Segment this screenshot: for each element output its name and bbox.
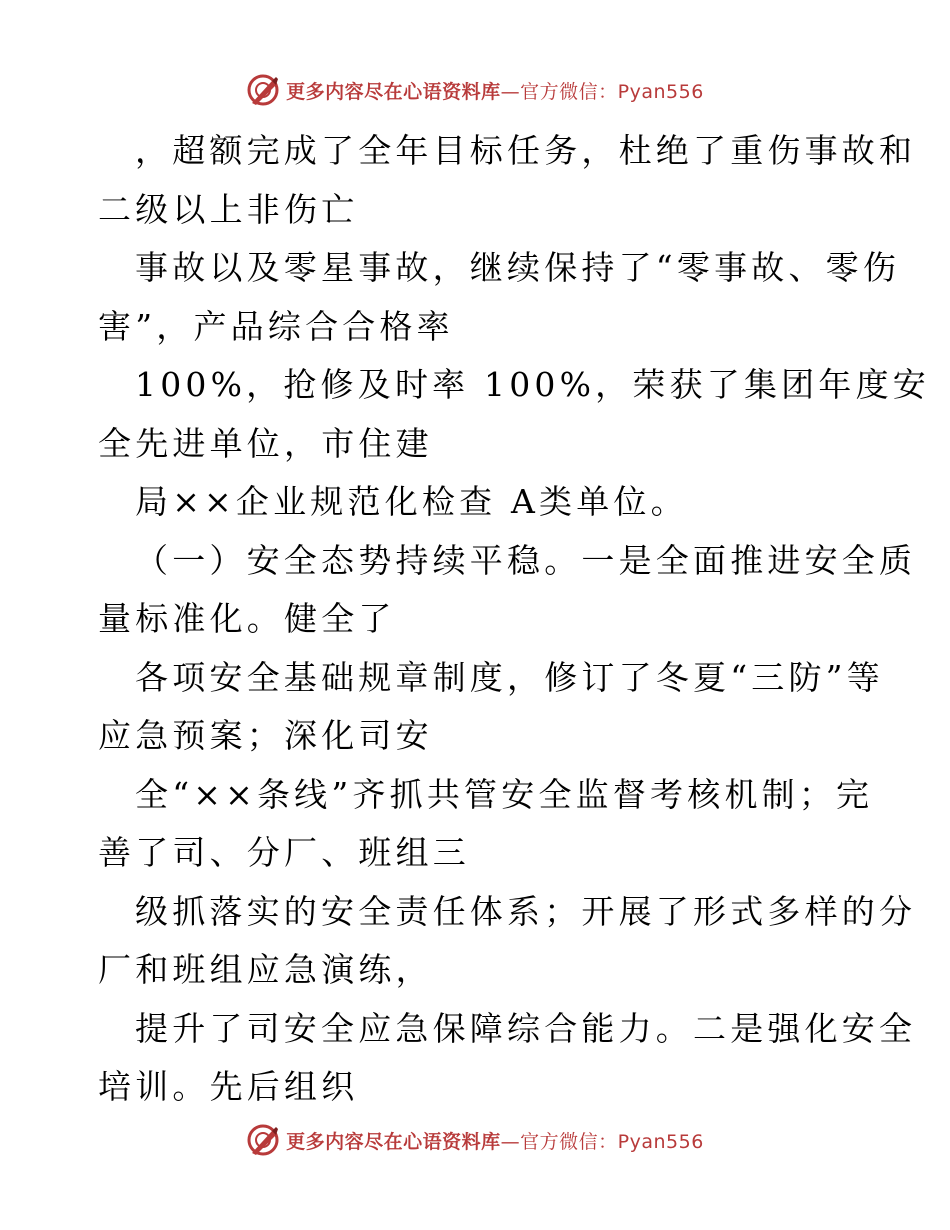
paragraph-line: 量标准化。健全了 [98, 599, 396, 638]
header-watermark [0, 70, 950, 110]
paragraph-line: 培训。先后组织 [98, 1067, 359, 1106]
paragraph-line: 全“××条线”齐抓共管安全监督考核机制；完 [135, 774, 874, 814]
paragraph-line: 各项安全基础规章制度，修订了冬夏“三防”等 [135, 657, 884, 697]
watermark-separator: — [500, 1130, 521, 1153]
paragraph-line: ，超额完成了全年目标任务，杜绝了重伤事故和 [135, 131, 917, 170]
paragraph-line: 应急预案；深化司安 [98, 716, 433, 755]
watermark-text [286, 1127, 704, 1154]
watermark-contact: 官方微信：Pyan556 [520, 1130, 704, 1153]
paragraph-line: 全先进单位，市住建 [98, 423, 433, 463]
paragraph-line: 害”，产品综合合格率 [98, 306, 454, 346]
watermark-brand: 更多内容尽在心语资料库 [286, 1130, 501, 1153]
paragraph-line: 提升了司安全应急保障综合能力。二是强化安全 [135, 1008, 917, 1048]
watermark-contact: 官方微信：Pyan556 [520, 80, 704, 103]
paragraph-line: 善了司、分厂、班组三 [98, 833, 470, 872]
paragraph-line: 局××企业规范化检查 A类单位。 [135, 482, 688, 521]
paragraph-line: 二级以上非伤亡 [98, 189, 359, 229]
paragraph-line: 100%，抢修及时率 100%，荣获了集团年度安 [135, 365, 930, 404]
footer-watermark [0, 1120, 950, 1160]
pen-logo-icon [246, 73, 280, 107]
paragraph-line: 级抓落实的安全责任体系；开展了形式多样的分 [135, 891, 917, 931]
document-body [98, 122, 930, 1117]
pen-logo-icon [246, 1123, 280, 1157]
watermark-brand: 更多内容尽在心语资料库 [286, 80, 501, 103]
paragraph-line: 事故以及零星事故，继续保持了“零事故、零伤 [135, 248, 901, 287]
watermark-text [286, 77, 704, 104]
watermark-separator: — [500, 80, 521, 103]
paragraph-line: 厂和班组应急演练， [98, 950, 433, 989]
paragraph-line: （一）安全态势持续平稳。一是全面推进安全质 [135, 540, 917, 580]
